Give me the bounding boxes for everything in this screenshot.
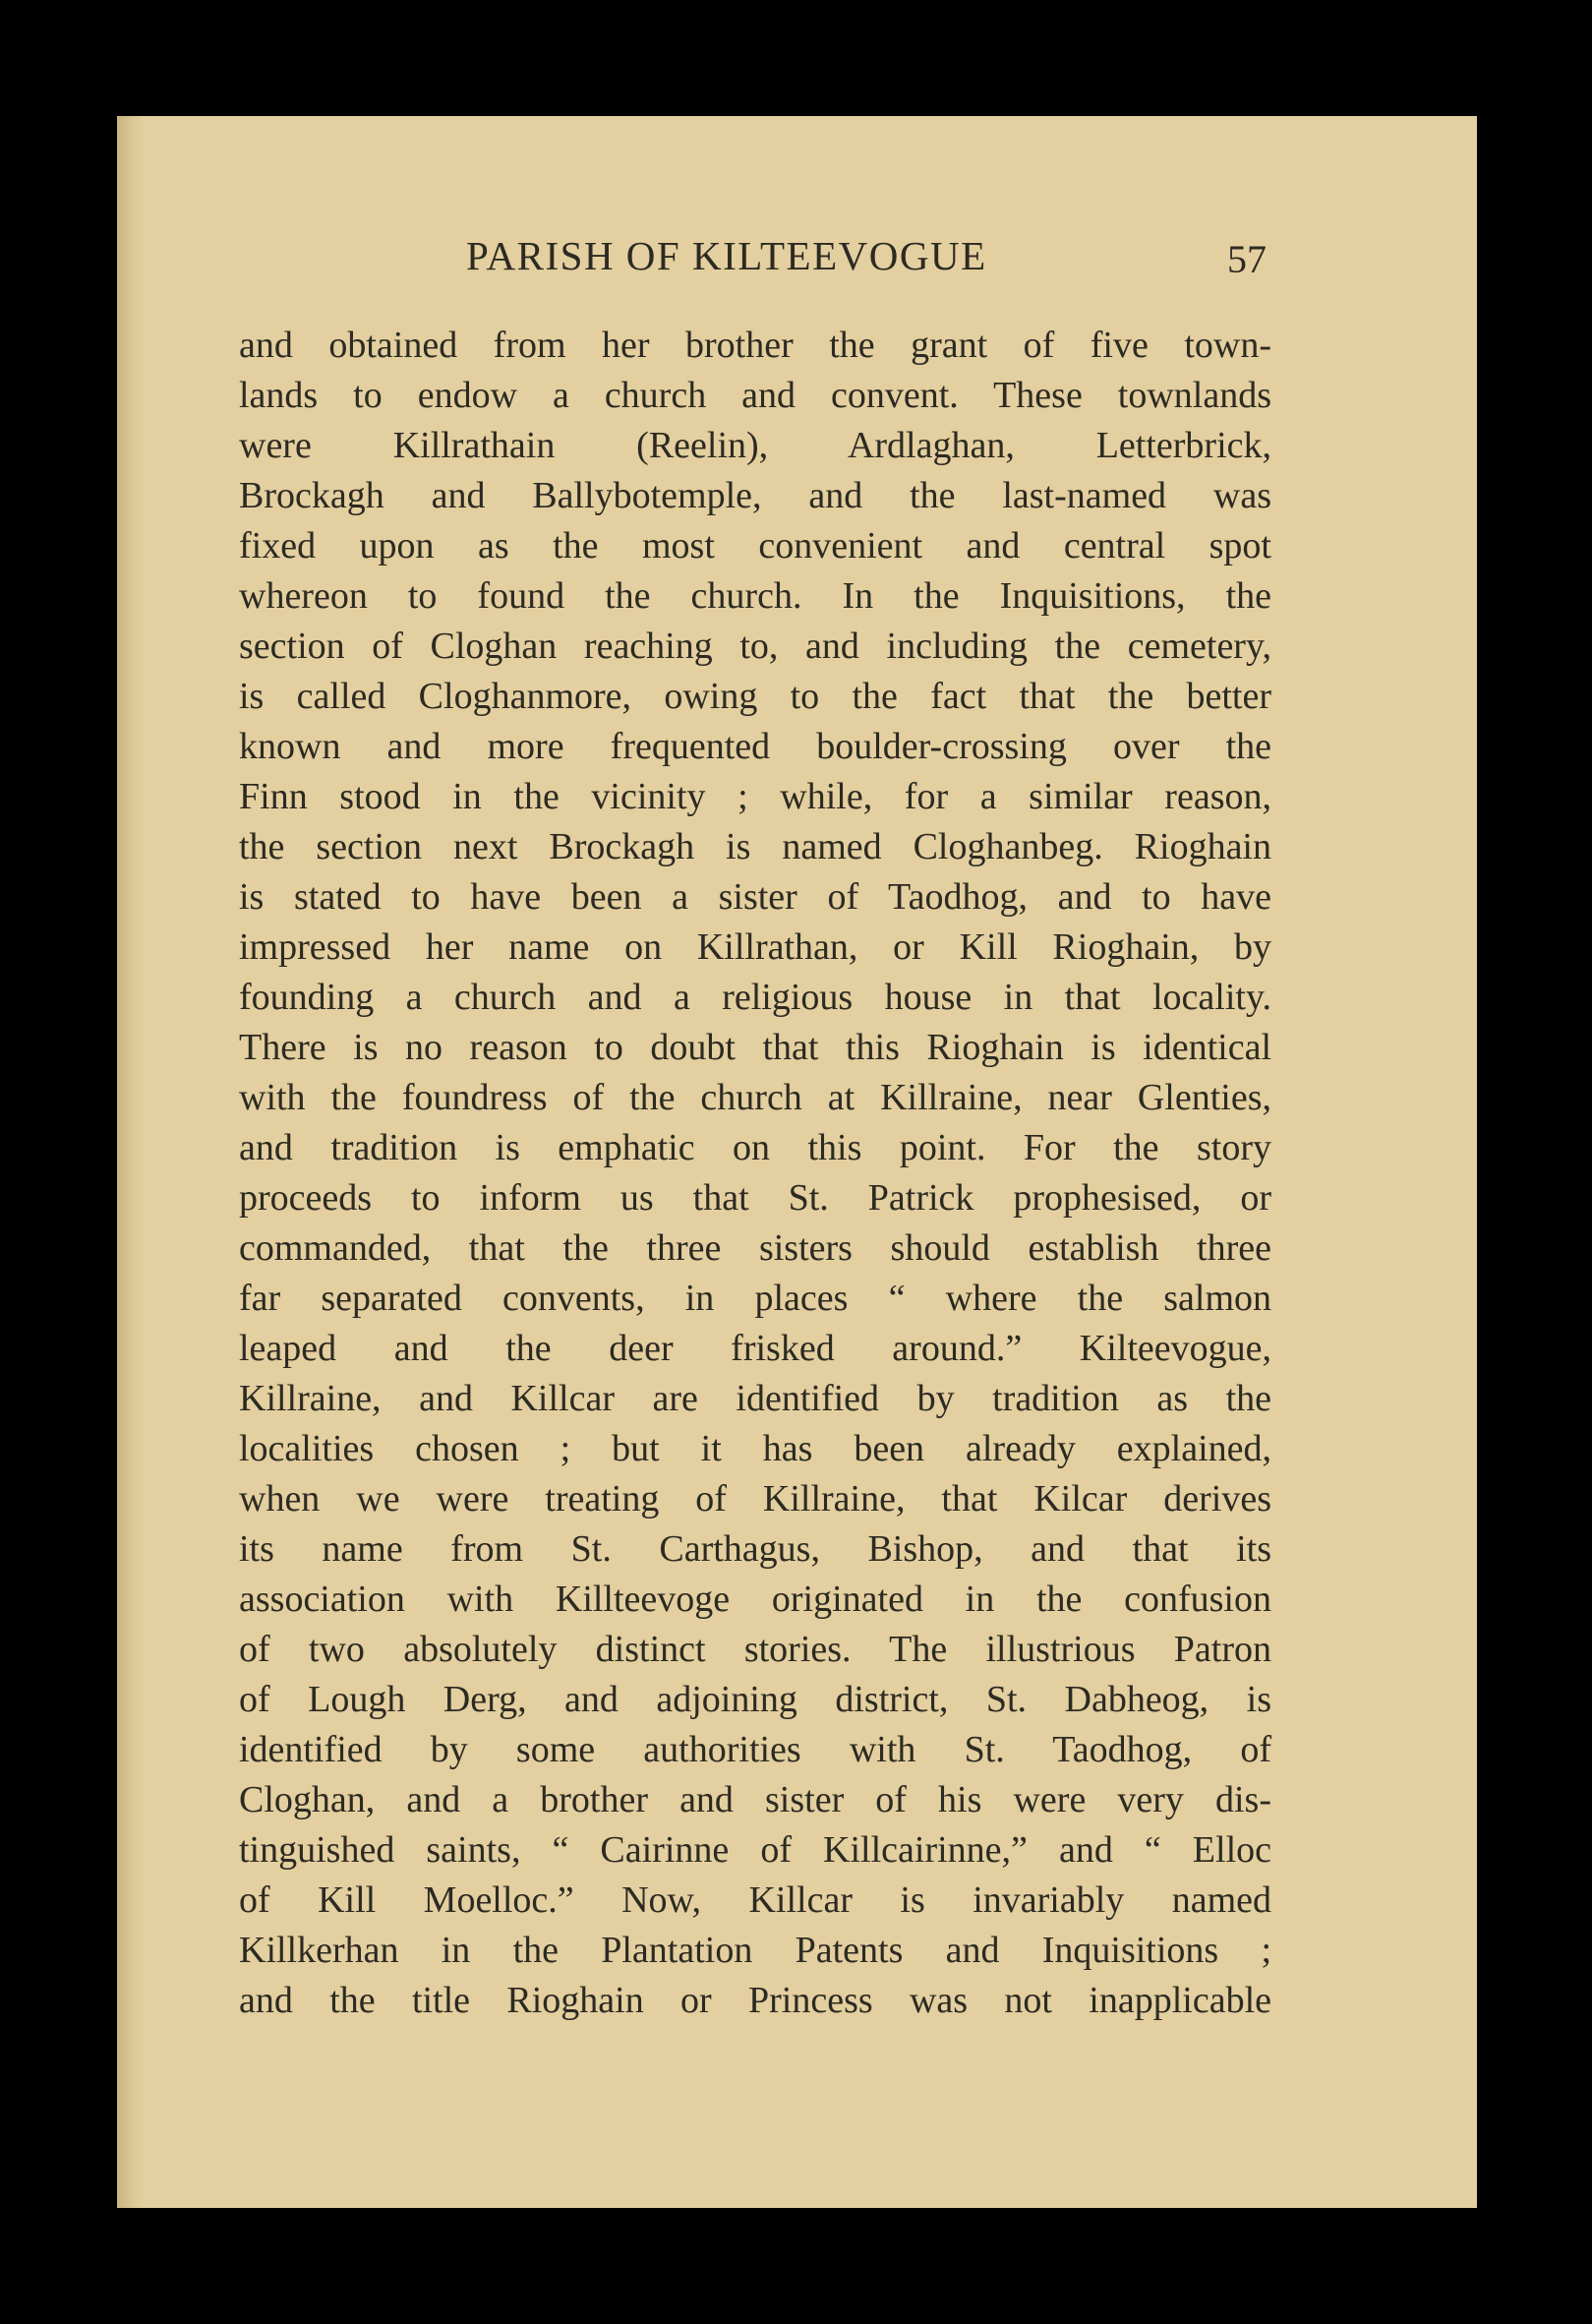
text-line: Killraine, and Killcar are identified by tradition as the [239,1378,1271,1419]
text-line: localities chosen ; but it has been already explained, [239,1428,1271,1469]
text-line: There is no reason to doubt that this Rioghain is identical [239,1027,1271,1068]
book-page [117,116,1477,2208]
text-line: its name from St. Carthagus, Bishop, and that its [239,1528,1271,1570]
text-line: fixed upon as the most convenient and central spot [239,525,1271,566]
page-number: 57 [1227,237,1267,281]
text-line: proceeds to inform us that St. Patrick prophesised, or [239,1177,1271,1219]
text-line: commanded, that the three sisters should establish three [239,1227,1271,1269]
text-line: identified by some authorities with St. Taodhog, of [239,1729,1271,1770]
text-line: is stated to have been a sister of Taodhog, and to have [239,876,1271,918]
text-line: Killkerhan in the Plantation Patents and Inquisitions ; [239,1930,1271,1971]
running-head [117,232,1477,291]
text-line: of Lough Derg, and adjoining district, St. Dabheog, is [239,1679,1271,1720]
text-line: known and more frequented boulder-crossing over the [239,726,1271,767]
text-line: and tradition is emphatic on this point. For the story [239,1127,1271,1168]
text-line: were Killrathain (Reelin), Ardlaghan, Letterbrick, [239,425,1271,466]
text-line: whereon to found the church. In the Inquisitions, the [239,575,1271,617]
text-line: section of Cloghan reaching to, and including the cemetery, [239,626,1271,667]
text-line: leaped and the deer frisked around.” Kilteevogue, [239,1328,1271,1369]
text-line: and the title Rioghain or Princess was not inapplicable [239,1980,1271,2021]
text-line: Brockagh and Ballybotemple, and the last-named was [239,475,1271,516]
text-line: impressed her name on Killrathan, or Kill Rioghain, by [239,926,1271,968]
text-line: of two absolutely distinct stories. The illustrious Patron [239,1629,1271,1670]
text-line: Finn stood in the vicinity ; while, for a similar reason, [239,776,1271,817]
page-edge [117,116,143,2208]
text-line: of Kill Moelloc.” Now, Killcar is invariably named [239,1879,1271,1921]
text-line: far separated convents, in places “ where the salmon [239,1278,1271,1319]
text-line: when we were treating of Killraine, that Kilcar derives [239,1478,1271,1520]
running-title: PARISH OF KILTEEVOGUE [466,233,987,278]
text-line: tinguished saints, “ Cairinne of Killcairinne,” and “ Elloc [239,1829,1271,1871]
text-line: association with Killteevoge originated in the confusion [239,1579,1271,1620]
text-line: Cloghan, and a brother and sister of his were very dis- [239,1779,1271,1820]
text-line: and obtained from her brother the grant of five town- [239,325,1271,366]
text-line: the section next Brockagh is named Cloghanbeg. Rioghain [239,826,1271,867]
body-text [239,321,1271,2026]
text-line: founding a church and a religious house in that locality. [239,977,1271,1018]
text-line: with the foundress of the church at Killraine, near Glenties, [239,1077,1271,1118]
text-line: is called Cloghanmore, owing to the fact that the better [239,676,1271,717]
text-line: lands to endow a church and convent. These townlands [239,375,1271,416]
